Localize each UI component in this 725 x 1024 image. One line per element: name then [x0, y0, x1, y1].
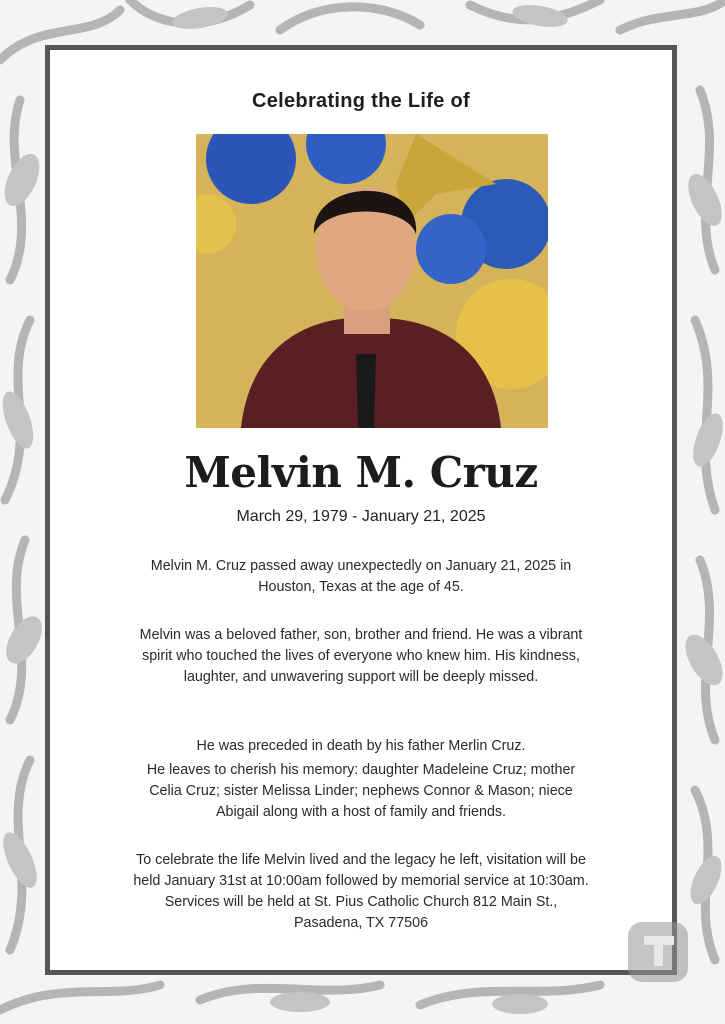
- memorial-card: [45, 45, 677, 975]
- portrait-photo: [196, 134, 548, 428]
- preceded-paragraph: He was preceded in death by his father Merlin Cruz.: [196, 738, 526, 754]
- deceased-name: Melvin M. Cruz: [184, 448, 538, 497]
- t-logo-icon: [628, 922, 688, 982]
- survivors-paragraph: He leaves to cherish his memory: daughter Madeleine Cruz; mother Celia Cruz; sister Melissa Linder; nephews Connor & Mason; niece Abigail along with a host of family and friends.: [146, 762, 576, 820]
- heading: Celebrating the Life of: [251, 90, 471, 112]
- passing-paragraph: Melvin M. Cruz passed away unexpectedly on January 21, 2025 in Houston, Texas at the age of 45.: [150, 558, 572, 595]
- tribute-paragraph: Melvin was a beloved father, son, brother and friend. He was a vibrant spirit who touched the lives of everyone who knew him. His kindness, laughter, and unwavering support will be deeply missed.: [139, 627, 583, 685]
- life-dates: March 29, 1979 - January 21, 2025: [236, 508, 486, 525]
- services-paragraph: To celebrate the life Melvin lived and the legacy he left, visitation will be held January 31st at 10:00am followed by memorial service at 10:30am. Services will be held at St. Pius Catholic Church 812 Main St., Pasadena, TX 77506: [133, 852, 589, 931]
